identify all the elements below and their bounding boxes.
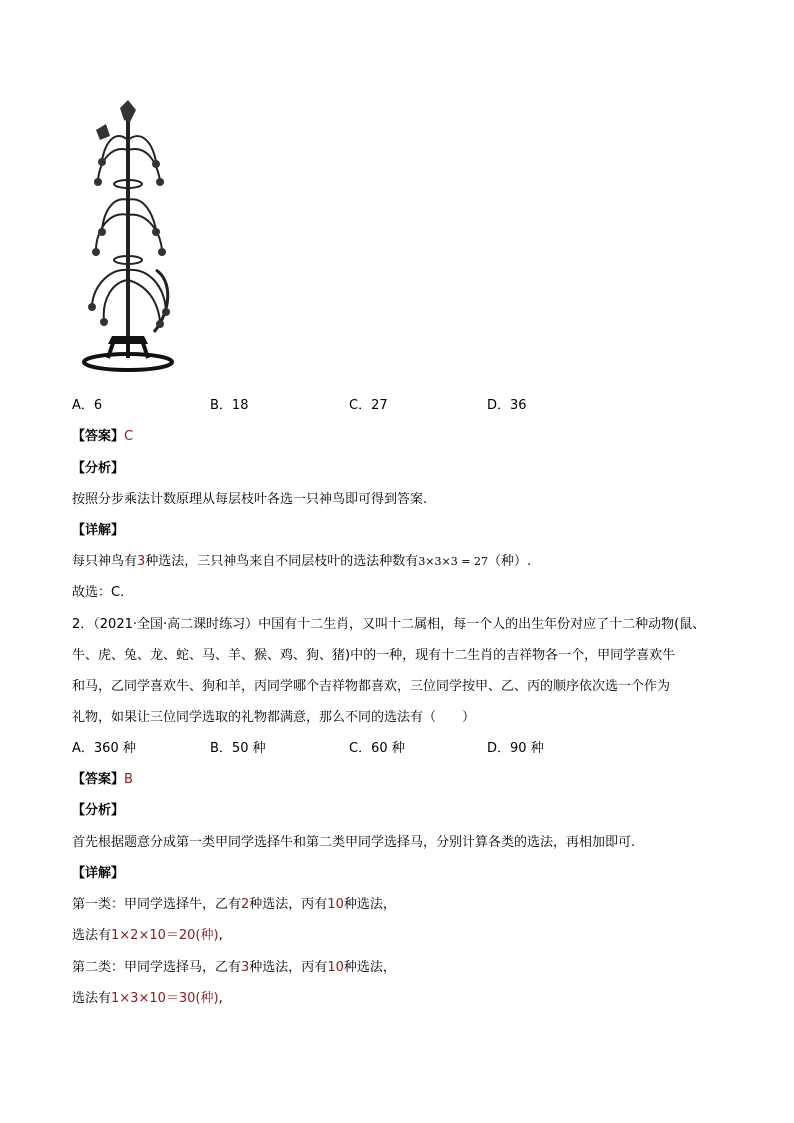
option-letter: D． xyxy=(487,398,511,413)
option-letter: B． xyxy=(210,398,232,413)
q1-option-a xyxy=(72,394,102,413)
q1-option-d xyxy=(487,394,527,413)
q2-analysis-tag: 【分析】 xyxy=(72,803,125,818)
formula: 3×3×3 = 27 xyxy=(418,555,488,568)
option-letter: C． xyxy=(349,398,372,413)
option-value: 27 xyxy=(371,398,388,413)
q2-option-b: B．50 种 xyxy=(210,741,266,756)
option-letter: A． xyxy=(72,398,94,413)
q2-detail-tag: 【详解】 xyxy=(72,866,125,881)
q2-option-d: D．90 种 xyxy=(487,741,544,756)
q1-detail-line2: 故选：C. xyxy=(72,585,125,600)
formula: 1×2×10＝20(种) xyxy=(111,928,219,943)
option-value: 18 xyxy=(231,398,249,413)
q1-option-b xyxy=(210,394,248,413)
q2-option-a: A．360 种 xyxy=(72,741,136,756)
q2-case2: 第二类：甲同学选择马，乙有3种选法，丙有10种选法， xyxy=(72,960,396,975)
formula: 1×3×10＝30(种) xyxy=(111,991,219,1006)
q2-analysis-text: 首先根据题意分成第一类甲同学选择牛和第二类甲同学选择马，分别计算各类的选法，再相加即可. xyxy=(72,835,636,850)
q2-case1: 第一类：甲同学选择牛，乙有2种选法，丙有10种选法， xyxy=(72,897,396,912)
q1-answer xyxy=(72,425,133,444)
q2-option-c: C．60 种 xyxy=(349,741,405,756)
option-value: 6 xyxy=(93,398,103,413)
q1-option-c xyxy=(349,394,388,413)
q1-detail-line1: 每只神鸟有3种选法，三只神鸟来自不同层枝叶的选法种数有3×3×3 = 27（种）. xyxy=(72,554,532,569)
bronze-sacred-tree-figure xyxy=(76,100,180,378)
q1-detail-tag: 【详解】 xyxy=(72,523,125,538)
q2-case1-calc: 选法有1×2×10＝20(种), xyxy=(72,928,223,943)
q2-stem-line4: 礼物，如果让三位同学选取的礼物都满意，那么不同的选法有（ ） xyxy=(72,710,476,725)
q2-case2-calc: 选法有1×3×10＝30(种), xyxy=(72,991,223,1006)
q1-analysis-text: 按照分步乘法计数原理从每层枝叶各选一只神鸟即可得到答案. xyxy=(72,492,428,507)
answer-value: C xyxy=(124,429,134,444)
q2-stem-line1: 2．（2021·全国·高二课时练习）中国有十二生肖，又叫十二属相，每一个人的出生年份对应了十二种动物(鼠、 xyxy=(72,617,706,632)
answer-tag: 【答案】 xyxy=(72,429,125,444)
option-value: 36 xyxy=(510,398,527,413)
q2-answer: 【答案】B xyxy=(72,772,133,787)
q1-analysis-tag: 【分析】 xyxy=(72,461,125,476)
q2-stem-line2: 牛、虎、兔、龙、蛇、马、羊、猴、鸡、狗、猪)中的一种，现有十二生肖的吉祥物各一个，甲同学喜欢牛 xyxy=(72,648,676,663)
q2-stem-line3: 和马，乙同学喜欢牛、狗和羊，丙同学哪个吉祥物都喜欢，三位同学按甲、乙、丙的顺序依次选一个作为 xyxy=(72,679,671,694)
